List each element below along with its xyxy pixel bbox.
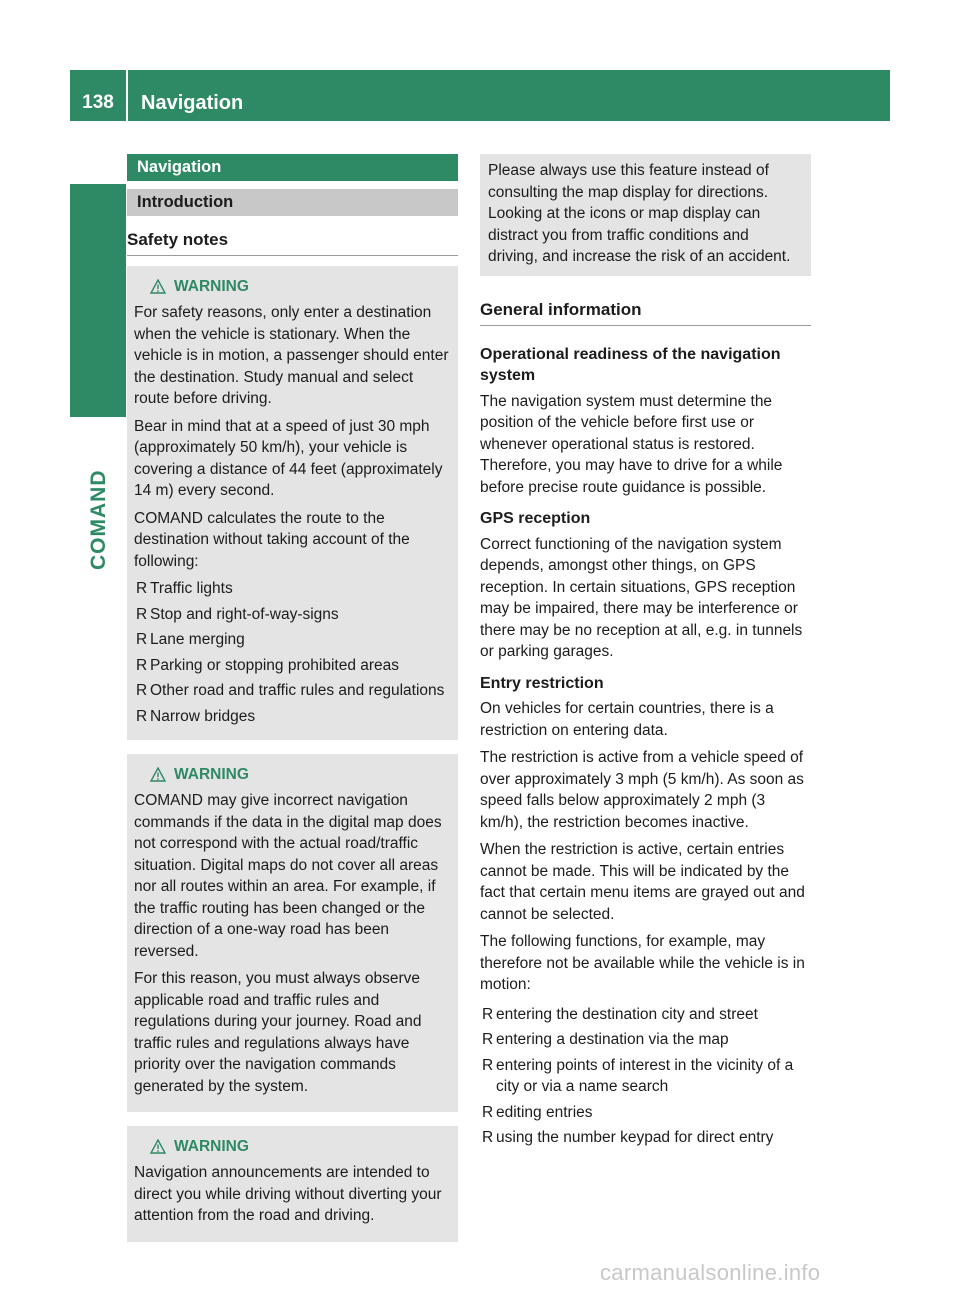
- list-item: [134, 706, 451, 728]
- note-box: [480, 154, 811, 276]
- warning-box-1: [127, 266, 458, 740]
- bullet-marker: R: [136, 682, 148, 699]
- general-information-heading: General information: [480, 298, 811, 326]
- list-item-text: using the number keypad for direct entry: [496, 1129, 774, 1146]
- warning-paragraph: Navigation announcements are intended to direct you while driving without diverting your attention from the road and driving.: [134, 1164, 442, 1224]
- entry-restriction-paragraph: When the restriction is active, certain entries cannot be made. This will be indicated by the fact that certain menu items are grayed out and cannot be selected.: [480, 841, 805, 923]
- bullet-marker: R: [136, 707, 148, 725]
- bullet-marker: R: [482, 1129, 494, 1146]
- warning-title: [134, 764, 451, 786]
- warning-title: [134, 1136, 451, 1158]
- warning-triangle-icon: [150, 1139, 166, 1154]
- gps-reception-text: Correct functioning of the navigation system depends, amongst other things, on GPS reception. In certain situations, GPS reception may be impaired, there may be interference or there may be no reception at all, e.g. in tunnels or parking garages.: [480, 535, 803, 660]
- list-item: [134, 578, 451, 600]
- bullet-marker: R: [136, 656, 148, 674]
- header-divider: [126, 70, 128, 121]
- watermark: carmanualsonline.info: [600, 1260, 821, 1285]
- warning-title: [134, 276, 451, 298]
- warning-paragraph: For this reason, you must always observe applicable road and traffic rules and regulations during your journey. Road and traffic rules and regulations always have priority over the navigation commands generated by the system.: [134, 970, 422, 1095]
- warning-paragraph: Bear in mind that at a speed of just 30 mph (approximately 50 km/h), your vehicle is covering a distance of 44 feet (approximately 14 m) every second.: [134, 417, 443, 499]
- list-item: [480, 1127, 811, 1149]
- right-column: [480, 154, 811, 1153]
- list-item-text: editing entries: [496, 1103, 593, 1121]
- gps-reception-heading: GPS reception: [480, 510, 591, 527]
- bullet-marker: R: [482, 1056, 494, 1074]
- header-title: Navigation: [141, 92, 244, 114]
- warning-box-2: [127, 754, 458, 1112]
- safety-notes-heading: Safety notes: [127, 228, 458, 256]
- bullet-marker: R: [482, 1031, 494, 1048]
- side-tab: [70, 184, 126, 417]
- side-tab-label: COMAND: [87, 469, 110, 570]
- page-number: 138: [82, 92, 114, 113]
- list-item-text: Lane merging: [150, 631, 245, 648]
- list-item: [480, 1004, 811, 1026]
- operational-readiness-heading: Operational readiness of the navigation system: [480, 345, 781, 384]
- note-text: Please always use this feature instead of consulting the map display for directions. Looking at the icons or map display can distract you from traffic conditions and driving, and increase the risk of an accident.: [488, 162, 791, 265]
- list-item: [134, 604, 451, 626]
- list-item: [134, 680, 451, 702]
- warning-box-3: [127, 1126, 458, 1242]
- list-item-text: entering the destination city and street: [496, 1005, 758, 1023]
- warning-paragraph: COMAND calculates the route to the destination without taking account of the following:: [134, 509, 410, 570]
- bullet-marker: R: [136, 605, 148, 623]
- list-item-text: Stop and right-of-way-signs: [150, 605, 339, 623]
- bullet-marker: R: [136, 631, 148, 648]
- bullet-marker: R: [482, 1103, 494, 1121]
- section-title: Navigation: [127, 154, 458, 181]
- list-item: [134, 629, 451, 651]
- bullet-marker: R: [136, 580, 148, 597]
- list-item-text: entering a destination via the map: [496, 1031, 729, 1048]
- warning-triangle-icon: [150, 767, 166, 782]
- warning-label: WARNING: [174, 278, 249, 295]
- entry-restriction-heading: Entry restriction: [480, 674, 604, 692]
- warning-label: WARNING: [174, 766, 249, 783]
- list-item: [480, 1029, 811, 1051]
- left-column: [127, 154, 458, 1242]
- warning-paragraph: COMAND may give incorrect navigation commands if the data in the digital map does not correspond with the actual road/traffic situation. Digital maps do not cover all areas nor all routes within an area. For example, if the traffic routing has been changed or the direction of a one-way road has been reversed.: [134, 792, 442, 960]
- entry-restriction-list: [480, 1004, 811, 1149]
- list-item-text: Narrow bridges: [150, 707, 256, 725]
- warning-triangle-icon: [150, 279, 166, 294]
- list-item: [480, 1102, 811, 1124]
- list-item: [480, 1055, 811, 1098]
- entry-restriction-paragraph: The following functions, for example, may therefore not be available while the vehicle is in motion:: [480, 933, 805, 993]
- list-item-text: Traffic lights: [150, 580, 233, 597]
- warning-paragraph: For safety reasons, only enter a destination when the vehicle is stationary. When the vehicle is in motion, a passenger should enter the destination. Study manual and select route before driving.: [134, 304, 449, 407]
- list-item-text: entering points of interest in the vicinity of a city or via a name search: [496, 1056, 794, 1095]
- list-item-text: Other road and traffic rules and regulations: [150, 682, 445, 699]
- warning-label: WARNING: [174, 1138, 249, 1155]
- entry-restriction-paragraph: On vehicles for certain countries, there is a restriction on entering data.: [480, 700, 774, 739]
- entry-restriction-paragraph: The restriction is active from a vehicle speed of over approximately 3 mph (5 km/h). As soon as speed falls below approximately 2 mph (3 km/h), the restriction becomes inactive.: [480, 749, 804, 831]
- operational-readiness-text: The navigation system must determine the position of the vehicle before first use or whenever operational status is restored. Therefore, you may have to drive for a while before precise route guidance is possible.: [480, 392, 783, 496]
- bullet-marker: R: [482, 1005, 494, 1023]
- list-item-text: Parking or stopping prohibited areas: [150, 656, 400, 674]
- subsection-title: Introduction: [127, 189, 458, 216]
- warning-bullet-list: [134, 578, 451, 727]
- list-item: [134, 655, 451, 677]
